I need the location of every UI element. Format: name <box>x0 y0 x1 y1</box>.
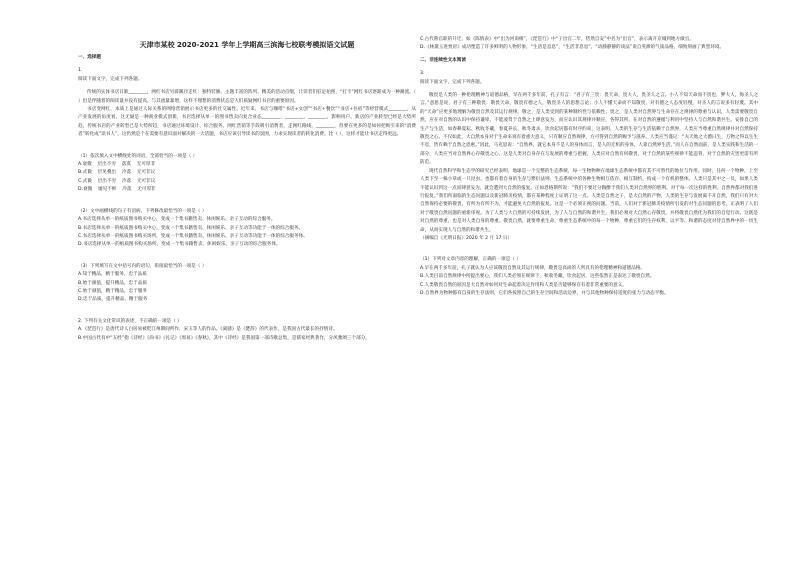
subquestion-3 <box>78 263 416 305</box>
option-d: D.衰微 屡见不鲜 冷落 无可厚非 <box>78 187 156 193</box>
question-number-3: 3. <box>420 71 425 77</box>
option-b: B.书店选择从单一的纸质图书购买中心，变成一个集书籍售卖、休闲娱乐、亲子互动等功能于一体的综合服务。 <box>78 225 304 231</box>
page-title: 天津市某校 2020-2021 学年上学期高三滨海七校联考模拟语文试题 <box>139 41 355 49</box>
reading-instruction: 阅读下面文字，完成下列各题。 <box>78 76 143 82</box>
option-c: C.书店选择从单一的纸质图书购买场所，变成一个集书籍售卖、休闲娱乐、亲子互动等功能于一体的综合服务体。 <box>78 233 308 239</box>
option-d: D.书店选择从单一的纸质图书购买场所，变成一个集书籍售卖、休闲娱乐、亲子互动的综合服务体。 <box>78 242 281 248</box>
subquestion-2 <box>78 208 416 250</box>
passage-paragraph-2: 书店变网红，本质上是通过人际关系的网络营销展示书店更多的社交属性。近年来，书店与咖啡“书店+文创”“书店+餐饮”“书店+住宿”等经营模式________，从产业发展的角度看，这无疑是一种商业模式创新，书店选择从单一的图书售卖向复合业态________，________，________，影响用户。新店的产业转型已经是大势所趋。传统书店的产业转型已是大势所趋，书店通过环境设计、综合服务、网红营销等手段吸引消费者，走网红路线，________，但要在更多的是如何把吸引来的“消费者”转化成“读书人”，这仍然是个在需要有意识面对解决的一大话题，书店应该引导读书的氛围，力求实现读者的转化消费。比（ ），这样才能让书店走得更远。 <box>78 107 416 138</box>
option-b: B.式微 层见叠出 冷落 无可非议 <box>78 170 156 176</box>
option-a: A.知于精品，精于服务，忠于品质 <box>78 272 147 278</box>
subquestion-1 <box>78 153 416 195</box>
section-heading-choice: 一、选择题 <box>78 55 101 60</box>
passage-paragraph-2: 现代自然科学和生态学的研究已经表明，地球是一个完整的生态系统，每一生物物种在地球生态系统中都有其不可替代的地位与作用。同时，任何一个物种，上至人类下至一株小草或一只昆虫，也都有着自身的生存与繁衍法则。生态系统中的各种生物相互依存、相互制约，构成一个有机的整体。人类只是其中之一员，如果人类不能认识到这一点而肆意妄为，就会遭到大自然的报复。正如恩格斯所说：“我们不要过分陶醉于我们人类对自然界的胜利。对于每一次这样的胜利，自然界都对我们进行报复。”我们所面临的生态问题以及新冠肺炎疫情，都在某种程度上证明了这一点。人类是自然之子，是大自然的产物，人类的生存与发展离不开自然，我们只有对大自然保持必要的敬畏，有所为有所不为，才能避免大自然的报复。这是一个必须正视的问题。当前，人们对于新冠肺炎疫情所引发的对生态问题的思考，正表明了人们对于敬畏自然问题的重新审视。为了人类与大自然的可持续发展，为了人与自然的和谐共生，我们必须对大自然心存敬畏，并将敬畏自然化为我们的自觉行动。这既是对自然的尊重，也是对人类自身的尊重。敬畏自然，就要尊重生命，尊重生态系统中的每一个物种，尊重它们的生存权利，以平等、和谐的态度对待自然界中的一切生命，从而实现人与自然的和谐共生。 <box>420 168 758 233</box>
option-a: A.衰微 层出不穷 落寞 无可厚非 <box>78 162 156 168</box>
option-c: C.古代称官职的升迁、如《陈情表》中“出为河南相”，《琵琶行》中“子出官二年，恬然自安”中名为“出官”，表示离开京城到地方做官。 <box>420 37 694 42</box>
option-d: D.《林黛玉进贾府》成功塑造了许多鲜明的人物形象，“生活是息息”，“生活非息息”，“动静静静的谈法”说自英渺的气质品格，细致刻画了典型环境。 <box>420 45 725 51</box>
option-c: C.人类敬畏自然的原因是大自然对如何对生命起着决定作用和人类是否能够保存有着非常重要的意义。 <box>420 282 627 288</box>
option-a: A.《琵琶行》是唐代诗人白居易被贬江州期间所作，宋玉等人的作品。《离骚》是《楚辞》的代表作，是我国古代最长的抒情诗。 <box>78 327 338 333</box>
passage-paragraph-1: 传统的实体书店日渐________，网红书店另辟蹊径走红：独特装修、主题丰富的阵列、精美的活动点缀，让读者们驻足拍照，“打卡”网红书店逐渐成为一种潮流。（ ）但是伴随着的阅读量并没有提高，与其流量暴增，这样不理想的消费状态是人们质疑网红书店的重要原因。 <box>78 90 416 104</box>
option-d: D.忠于品质，提升精品，精于服务 <box>78 297 148 303</box>
reading-instruction: 阅读下面文字，完成下列各题。 <box>420 79 485 85</box>
subquestion-stem: （1）依次填入文中横线处的词语，全部恰当的一项是（ ） <box>78 153 198 159</box>
option-c: C.始于颜值，精于精品，忠于服务 <box>78 288 147 294</box>
option-c: C.式微 层出不穷 冷落 无可非议 <box>78 178 156 184</box>
source-citation: （摘编自《光明日报》2020 年 2 月 17 日） <box>420 235 513 241</box>
section-heading-nonlinear: 二、非连续性文本阅读 <box>420 57 466 63</box>
option-b: B.人类目前自然规律中所提出要心，我们人类必须在规律下，秋收冬藏，饮食起居，这些依然正是表达了敬畏自然。 <box>420 274 655 280</box>
subquestion-1 <box>420 256 758 298</box>
subquestion-stem: （2）文中画横线的句子有语病，下列修改最恰当的一项是（ ） <box>78 208 207 214</box>
subquestion-stem: （1）下列对文章内容的理解，正确的一项是（ ） <box>420 257 521 263</box>
option-d: D.自然界为物种都有自身的生存法则，它们各按照自己的生存空间和活动边界，并与其他物种保持适度的张力与动态平衡。 <box>420 290 669 296</box>
option-b: B.始于颜值，提升精品，忠于品质 <box>78 280 147 286</box>
right-column <box>420 0 758 298</box>
option-a: A.书店选择从单一的纸质图书购买中心，变成一个集书籍售卖、休闲娱乐、亲子互动的综合服务。 <box>78 217 276 223</box>
option-b: B.中国古代有中“五经”指《诗经》《尚书》《礼记》《周易》《春秋》，其中《诗经》是我国第一部诗歌总集，是儒家经典著作，分风雅颂三个部分。 <box>78 335 370 341</box>
subquestion-stem: （3）下列填写在文中括号内的语句，衔接最恰当的一项是（ ） <box>78 263 207 269</box>
passage-paragraph-1: 敬畏是人类的一种伦理精神与道德品格，早在两千多年前，孔子有言：“君子有三畏：畏天命，畏大人，畏圣人之言。小人不知天命而不畏也，狎大人，侮圣人之言。”意思是说，君子有三种敬畏：敬畏天命，敬畏有德之人，敬畏圣人的思想言论；小人不懂天命而不知敬畏，对有德之人态度轻慢，对圣人的言说多有轻蔑。其中的“天命”应更多地理解为敬畏自然及其运行规律。敬之，是人类受到的某种制约性与依赖性；畏之，是人类对自然界与生命存在之规律的尊重与认识，人类需要敬畏自然，应在对自然的认识中保持谦卑，不能凌驾于自然之上肆意妄为，而应认识其规律并顺应，各得其所，在对自然的遵循与利用中坚持人与自然和谐共生。安排自己的生产与生活，如春耕夏耘、秋收冬藏，春夏养长、秋冬肃杀，饮食起居都有时序约束，这表明，人类的生存与生活依赖于自然界，人类应当尊重自然规律并对自然保持敬畏之心。不仅如此，大自然本身对于生命来说有着重大意义，只有顺应自然规律，方可得到自然的赐予与滋养。人类应当谨记：“夫天地之大德曰生，万物之得以生生不息，皆有赖于自然之恩惠。”因此，马克思说：“自然界，就它本身不是人的身体而言，是人的无机的身体，人靠自然界生活。”而人在自然面前，是人类实践和生活的一部分，人类应当对自然界心存敬畏之心，这是人类对自身存在与发展的尊重与把握，人类应对自然有何敬畏，对于自然的某些规律不能违背，对于自然的灾害更需有所防范。 <box>420 93 758 166</box>
question-2 <box>78 318 416 343</box>
question-stem: 2. 下列有关文化常识的表述，不正确的一项是（ ） <box>78 318 182 324</box>
option-a: A.早在两千多年前，孔子就认为人应该敬畏自然及其运行规律，敬畏是高尚的人所具有的伦理精神和道德品格。 <box>420 265 646 271</box>
left-column <box>78 0 416 343</box>
question-number-1: 1. <box>78 68 83 74</box>
